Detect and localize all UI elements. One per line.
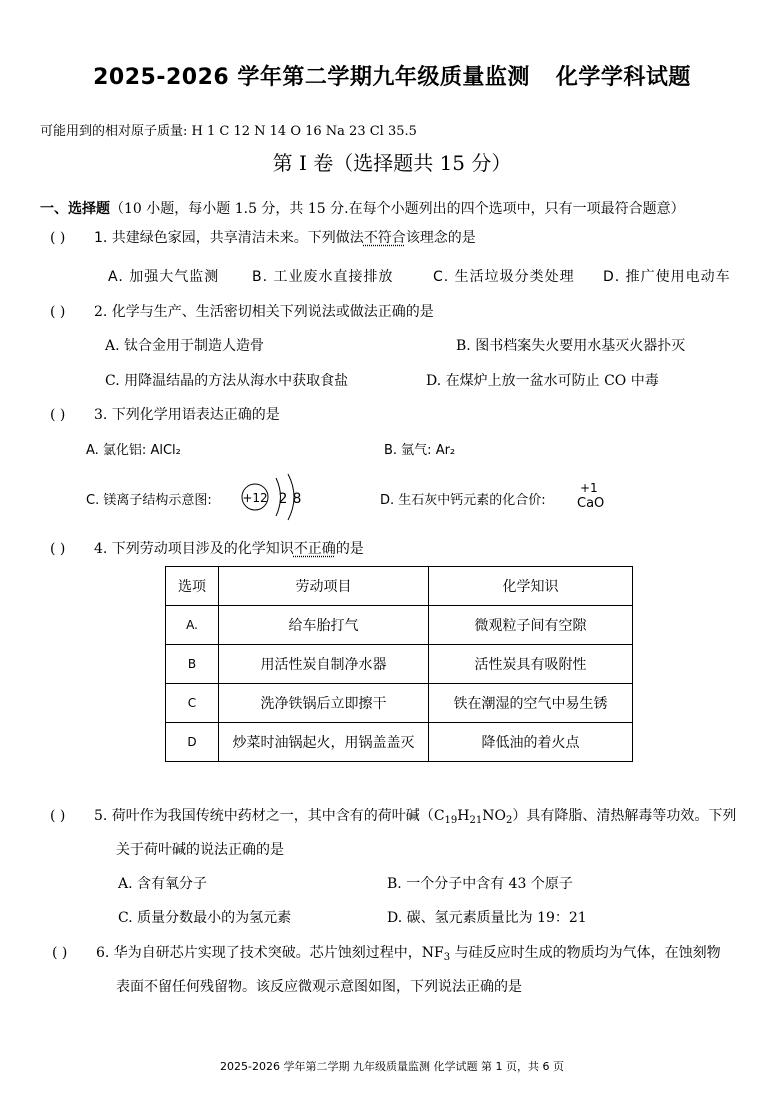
header-cell: 选项 — [166, 567, 219, 606]
section-title: 第 I 卷（选择题共 15 分） — [272, 151, 512, 175]
cao-formula: CaO — [577, 496, 605, 511]
formula-h: H — [457, 808, 470, 824]
q3-option-b: B. 氩气: Ar₂ — [384, 443, 456, 458]
table-row — [166, 606, 633, 645]
table-cell: 活性炭具有吸附性 — [429, 645, 633, 684]
question-text-end: 与硅反应时生成的物质均为气体，在蚀刻物 — [450, 945, 721, 961]
q3-option-c: C. 镁离子结构示意图: — [86, 493, 212, 508]
header-cell: 劳动项目 — [219, 567, 429, 606]
table-cell: 洗净铁锅后立即擦干 — [219, 684, 429, 723]
q5-option-c: C. 质量分数最小的为氢元素 — [118, 910, 292, 926]
table-cell: B — [166, 645, 219, 684]
question-text: 3. 下列化学用语表达正确的是 — [94, 407, 280, 423]
q1-option-a: A. 加强大气监测 — [108, 269, 220, 285]
formula-sub-c: 19 — [444, 815, 458, 826]
q1-option-c: C. 生活垃圾分类处理 — [433, 269, 575, 285]
formula-sub: 3 — [443, 952, 451, 963]
q1-option-b: B. 工业废水直接排放 — [252, 269, 394, 285]
table-cell: 给车胎打气 — [219, 606, 429, 645]
q5-line-2: 关于荷叶碱的说法正确的是 — [116, 842, 284, 858]
question-text: 5. 荷叶作为我国传统中药材之一，其中含有的荷叶碱（ — [94, 808, 434, 824]
answer-bracket[interactable]: ( ) — [50, 541, 66, 557]
question-1 — [50, 227, 476, 247]
question-text-end: ）具有降脂、清热解毒等功效。下列 — [512, 808, 737, 824]
q3-option-a: A. 氯化铝: AlCl₂ — [86, 443, 181, 458]
header-cell: 化学知识 — [429, 567, 633, 606]
table-cell: 炒菜时油锅起火，用锅盖盖灭 — [219, 723, 429, 762]
table-cell: 微观粒子间有空隙 — [429, 606, 633, 645]
part-instruction: （10 小题，每小题 1.5 分，共 15 分.在每个小题列出的四个选项中，只有一项最符合题意） — [110, 201, 685, 217]
answer-bracket[interactable]: ( ) — [50, 808, 66, 824]
question-3 — [50, 404, 280, 424]
answer-bracket[interactable]: ( ) — [50, 230, 66, 246]
formula-c: C — [433, 808, 445, 824]
table-cell: C — [166, 684, 219, 723]
table-row — [166, 645, 633, 684]
question-2 — [50, 301, 434, 321]
table-header-row — [166, 567, 633, 606]
labor-knowledge-table — [165, 566, 633, 762]
answer-bracket[interactable]: ( ) — [50, 304, 66, 320]
question-text: 4. 下列劳动项目涉及的化学知识 — [94, 541, 294, 557]
q2-option-b: B. 图书档案失火要用水基灭火器扑灭 — [456, 338, 686, 354]
page-footer: 2025-2026 学年第二学期 九年级质量监测 化学试题 第 1 页，共 6 页 — [220, 1060, 564, 1073]
valence-mark: +1 — [580, 481, 598, 495]
formula-sub-o: 2 — [505, 815, 513, 826]
atomic-masses: 可能用到的相对原子质量: H 1 C 12 N 14 O 16 Na 23 Cl 35.5 — [40, 124, 417, 139]
q2-option-d: D. 在煤炉上放一盆水可防止 CO 中毒 — [426, 373, 659, 389]
q3-option-d: D. 生石灰中钙元素的化合价: — [380, 493, 546, 508]
question-5 — [50, 805, 736, 826]
nucleus-charge: +12 — [242, 491, 268, 505]
table-row — [166, 723, 633, 762]
question-text: 6. 华为自研芯片实现了技术突破。芯片蚀刻过程中，NF — [96, 945, 444, 961]
formula-no: NO — [482, 808, 506, 824]
table-cell: D — [166, 723, 219, 762]
q5-option-b: B. 一个分子中含有 43 个原子 — [387, 876, 573, 892]
question-text: 2. 化学与生产、生活密切相关下列说法或做法正确的是 — [94, 304, 434, 320]
q2-option-c: C. 用降温结晶的方法从海水中获取食盐 — [105, 373, 349, 389]
shell-2-electrons: 8 — [292, 491, 302, 507]
table-cell: 用活性炭自制净水器 — [219, 645, 429, 684]
question-text-end: 该理念的是 — [405, 230, 476, 246]
shell-1-electrons: 2 — [278, 491, 288, 507]
q1-option-d: D. 推广使用电动车 — [603, 269, 731, 285]
question-text-end: 的是 — [335, 541, 364, 557]
formula-sub-h: 21 — [469, 815, 483, 826]
answer-bracket[interactable]: ( ) — [50, 407, 66, 423]
exam-title-subject: 化学学科试题 — [555, 65, 691, 90]
magnesium-ion-diagram — [238, 470, 308, 526]
table-cell: 降低油的着火点 — [429, 723, 633, 762]
answer-bracket[interactable]: ( ) — [52, 945, 68, 961]
part-label: 一、选择题 — [40, 201, 110, 217]
q2-option-a: A. 钛合金用于制造人造骨 — [105, 338, 265, 354]
q6-line-2: 表面不留任何残留物。该反应微观示意图如图，下列说法正确的是 — [116, 979, 522, 995]
question-4 — [50, 538, 364, 558]
emphasis-text: 不符合 — [363, 230, 406, 246]
table-cell: 铁在潮湿的空气中易生锈 — [429, 684, 633, 723]
table-row — [166, 684, 633, 723]
question-6 — [52, 942, 721, 963]
question-text: 1. 共建绿色家园，共享清洁未来。下列做法 — [94, 230, 364, 246]
exam-title-main: 2025-2026 学年第二学期九年级质量监测 — [93, 65, 530, 90]
emphasis-text: 不正确 — [293, 541, 336, 557]
table-cell: A. — [166, 606, 219, 645]
exam-title — [0, 60, 784, 91]
q5-option-d: D. 碳、氢元素质量比为 19：21 — [387, 910, 587, 926]
q5-option-a: A. 含有氧分子 — [118, 876, 208, 892]
part-heading — [40, 198, 685, 218]
